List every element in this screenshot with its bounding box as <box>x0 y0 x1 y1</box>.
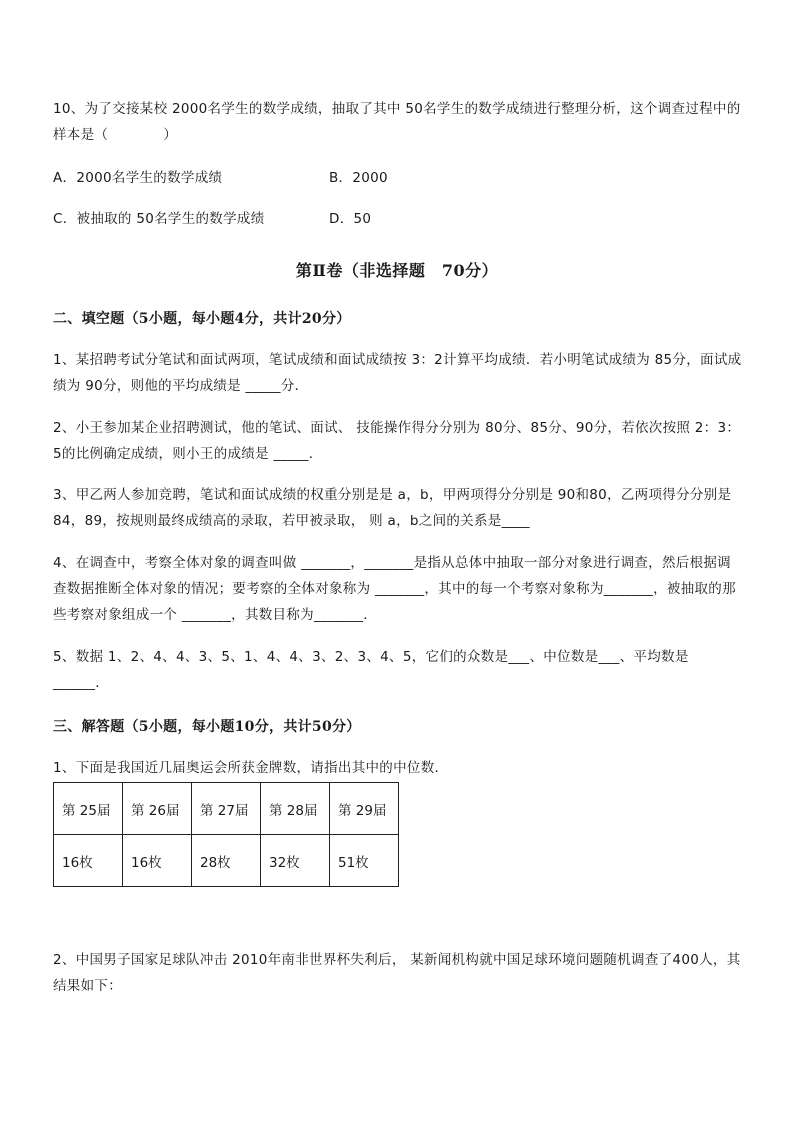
option-c: C．被抽取的 50名学生的数学成绩 <box>53 211 265 227</box>
table-value-cell: 16枚 <box>54 835 123 887</box>
solve-question-1-stem: 1、下面是我国近几届奥运会所获金牌数，请指出其中的中位数． <box>53 760 449 776</box>
option-b: B．2000 <box>329 170 388 186</box>
fill-question-5: 5、数据 1、2、4、4、3、5、1、4、4、3、2、3、4、5，它们的众数是___、中位数是___、平均数是______． <box>53 649 689 691</box>
table-header-row <box>54 783 399 835</box>
table-header-cell: 第 25届 <box>54 783 123 835</box>
fill-question-1: 1、某招聘考试分笔试和面试两项，笔试成绩和面试成绩按 3：2计算平均成绩．若小明笔试成绩为 85分，面试成绩为 90分，则他的平均成绩是 _____分． <box>53 352 742 394</box>
solve-question-2-stem: 2、中国男子国家足球队冲击 2010年南非世界杯失利后， 某新闻机构就中国足球环境问题随机调查了400人，其结果如下： <box>53 952 741 994</box>
table-value-row <box>54 835 399 887</box>
table-value-cell: 51枚 <box>330 835 399 887</box>
gold-medal-table <box>53 782 399 887</box>
table-value-cell: 28枚 <box>192 835 261 887</box>
table-header-cell: 第 27届 <box>192 783 261 835</box>
option-a: A．2000名学生的数学成绩 <box>53 170 223 186</box>
table-value-cell: 32枚 <box>261 835 330 887</box>
option-d: D．50 <box>329 211 372 227</box>
fill-question-3: 3、甲乙两人参加竞聘，笔试和面试成绩的权重分别是是 a，b，甲两项得分分别是 90和80，乙两项得分分别是 84，89，按规则最终成绩高的录取，若甲被录取， 则 a，b之间的关系是____ <box>53 487 736 529</box>
part-2-title: 第Ⅱ卷（非选择题 70分） <box>295 261 499 280</box>
question-10-stem: 10、为了交接某校 2000名学生的数学成绩，抽取了其中 50名学生的数学成绩进行整理分析，这个调查过程中的样本是（ ） <box>53 101 741 143</box>
fill-question-2: 2、小王参加某企业招聘测试，他的笔试、面试、 技能操作得分分别为 80分、85分、90分，若依次按照 2：3：5的比例确定成绩，则小王的成绩是 _____． <box>53 420 741 462</box>
table-header-cell: 第 29届 <box>330 783 399 835</box>
table-value-cell: 16枚 <box>123 835 192 887</box>
fill-question-4: 4、在调查中，考察全体对象的调查叫做 _______，_______是指从总体中抽取一部分对象进行调查，然后根据调查数据推断全体对象的情况；要考察的全体对象称为 _______，其中的每一个考察对象称为_______，被抽取的那些考察对象组成一个 _______，其数目称为_______． <box>53 555 736 623</box>
section-2-heading: 二、填空题（5小题，每小题4分，共计20分） <box>53 311 351 327</box>
section-3-heading: 三、解答题（5小题，每小题10分，共计50分） <box>53 719 361 735</box>
table-header-cell: 第 26届 <box>123 783 192 835</box>
table-header-cell: 第 28届 <box>261 783 330 835</box>
